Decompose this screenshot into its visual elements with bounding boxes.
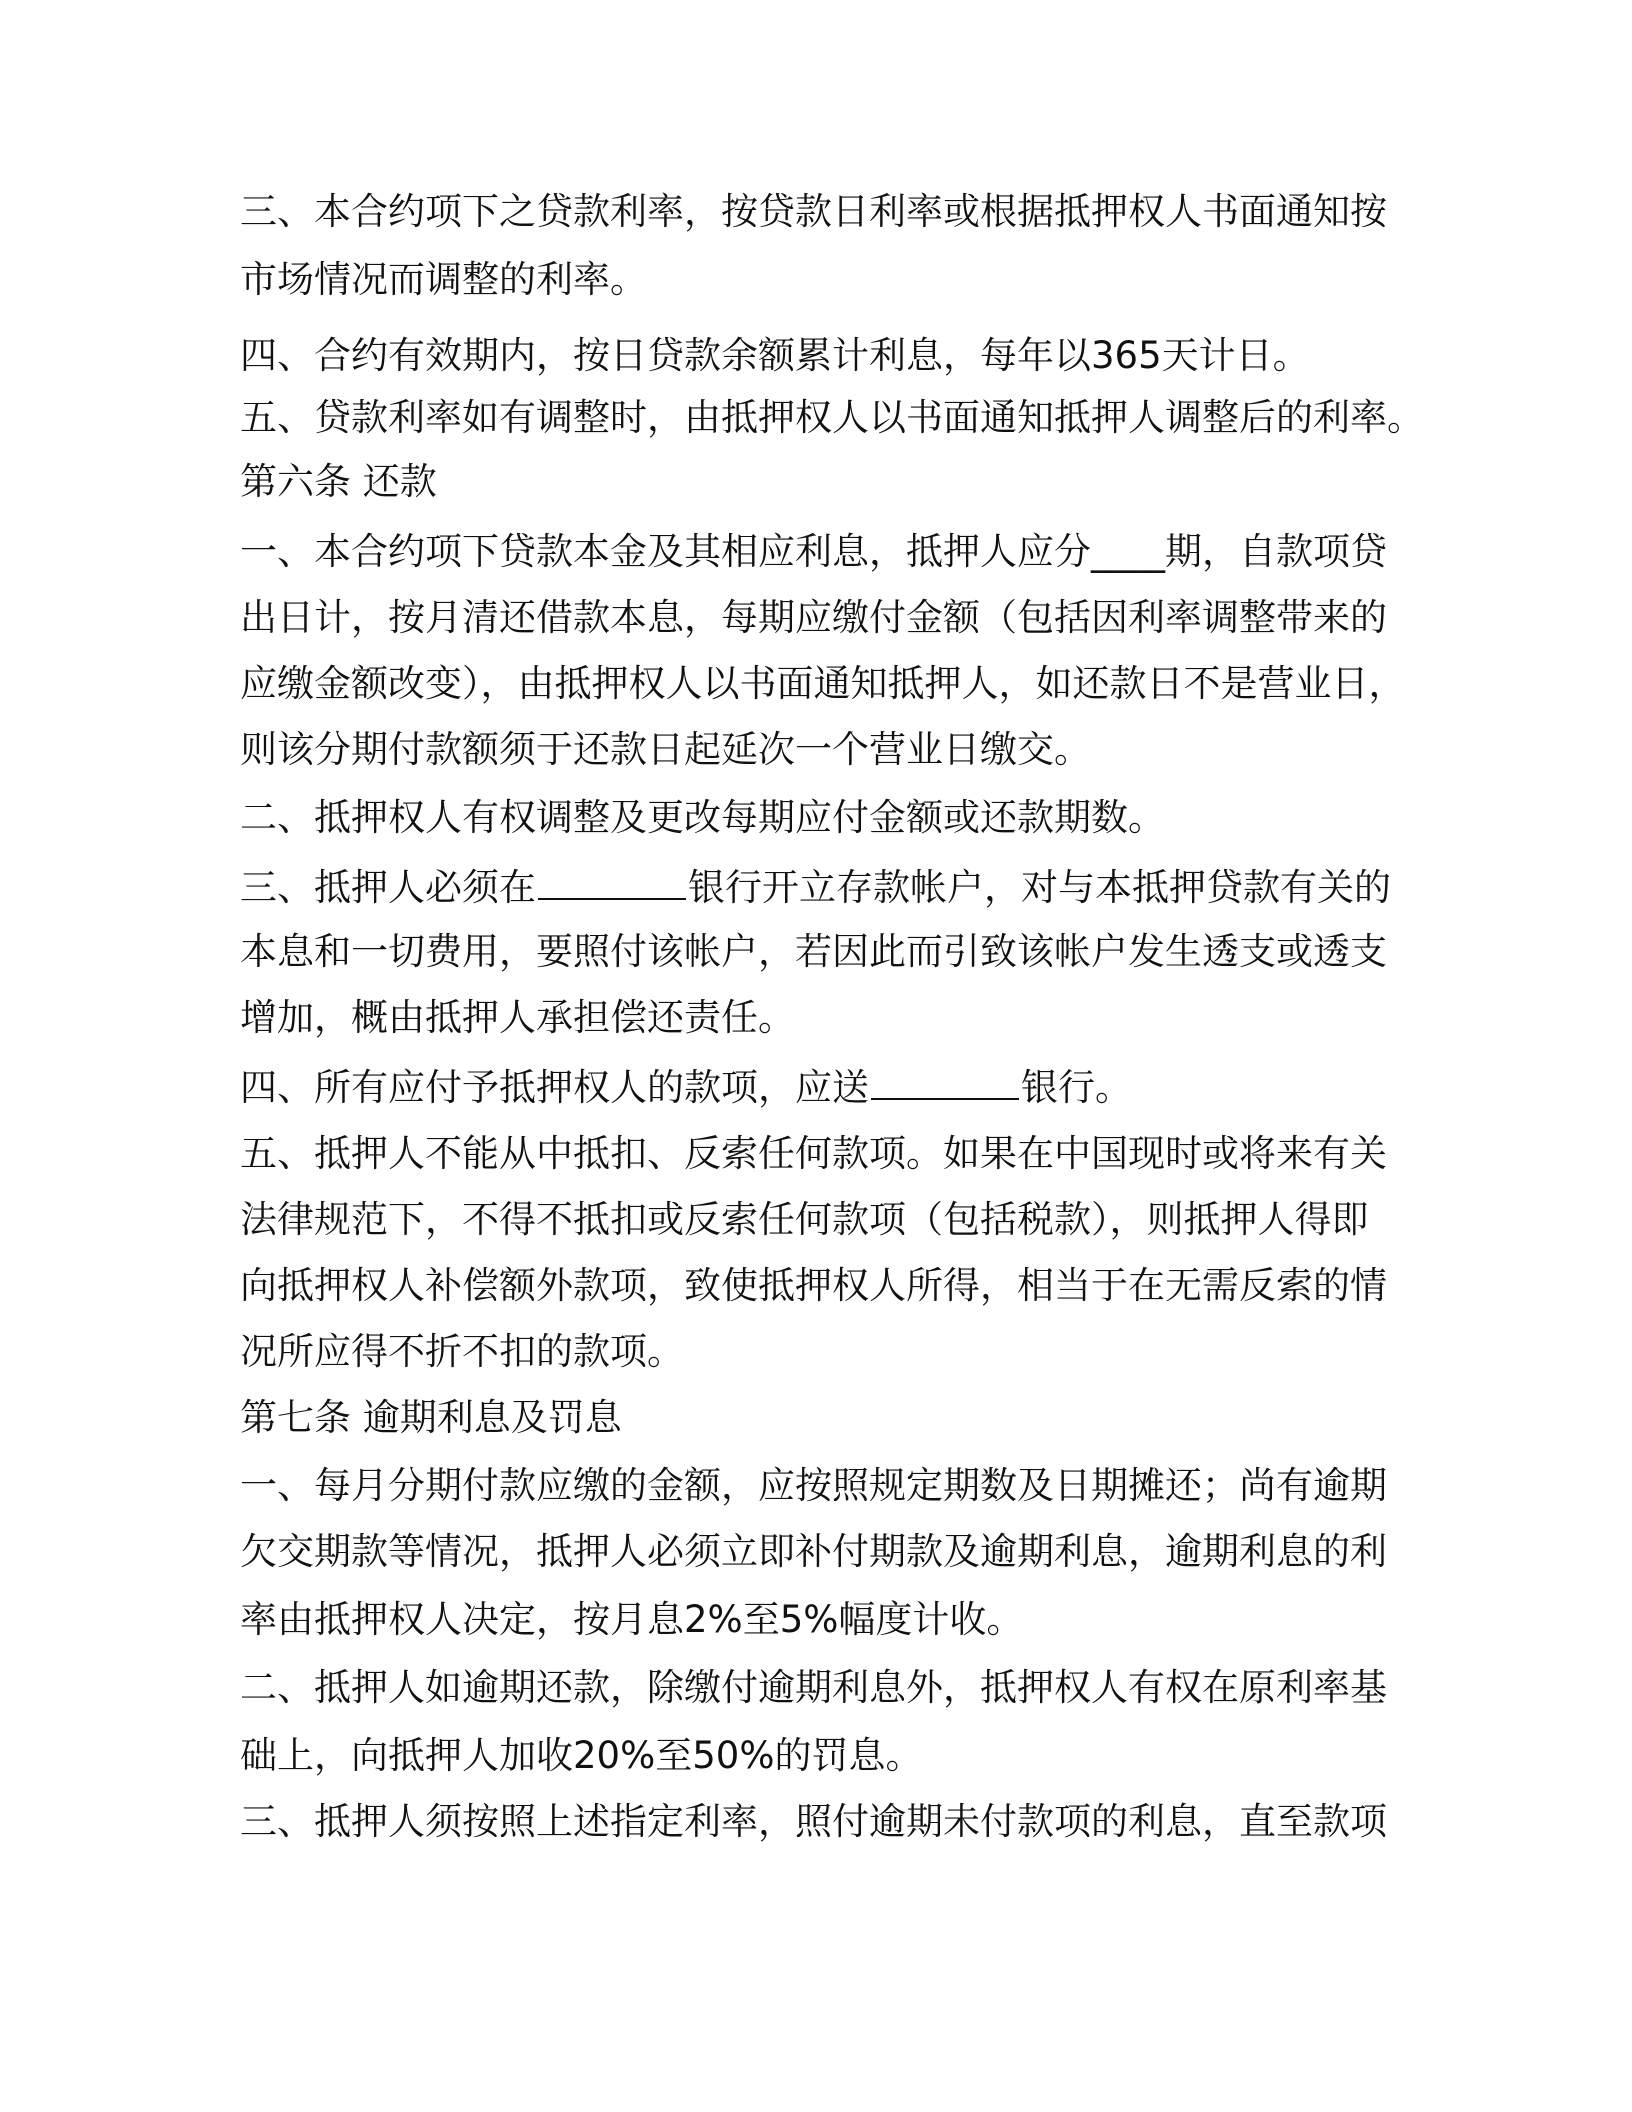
payment-clause-line: [240, 1062, 1132, 1112]
text-line: 五、抵押人不能从中抵扣、反索任何款项。如果在中国现时或将来有关: [240, 1132, 1387, 1175]
bank-name-blank: [538, 862, 686, 900]
text-line: 四、合约有效期内，按日贷款余额累计利息，每年以365天计日。: [240, 334, 1310, 377]
text-line: 一、本合约项下贷款本金及其相应利息，抵押人应分____期，自款项贷: [240, 530, 1387, 573]
text-line: 则该分期付款额须于还款日起延次一个营业日缴交。: [240, 728, 1091, 771]
text-line: 二、抵押权人有权调整及更改每期应付金额或还款期数。: [240, 796, 1165, 839]
account-clause-start: 三、抵押人必须在: [240, 866, 536, 909]
text-line: 增加，概由抵押人承担偿还责任。: [240, 996, 795, 1039]
text-line: 欠交期款等情况，抵押人必须立即补付期款及逾期利息，逾期利息的利: [240, 1530, 1387, 1573]
text-line: 三、本合约项下之贷款利率，按贷款日利率或根据抵押权人书面通知按: [240, 190, 1387, 233]
text-line: 向抵押权人补偿额外款项，致使抵押权人所得，相当于在无需反索的情: [240, 1264, 1387, 1307]
text-line: 三、抵押人须按照上述指定利率，照付逾期未付款项的利息，直至款项: [240, 1800, 1387, 1843]
payment-bank-blank: [871, 1062, 1019, 1100]
text-line: 五、贷款利率如有调整时，由抵押权人以书面通知抵押人调整后的利率。: [240, 396, 1424, 439]
text-line: 本息和一切费用，要照付该帐户，若因此而引致该帐户发生透支或透支: [240, 930, 1387, 973]
text-line: 率由抵押权人决定，按月息2%至5%幅度计收。: [240, 1598, 1024, 1641]
account-clause-line: [240, 862, 1391, 912]
account-clause-end: 银行开立存款帐户，对与本抵押贷款有关的: [688, 866, 1391, 909]
text-line: 法律规范下，不得不抵扣或反索任何款项（包括税款），则抵押人得即: [240, 1198, 1369, 1241]
payment-clause-start: 四、所有应付予抵押权人的款项，应送: [240, 1066, 869, 1109]
text-line: 一、每月分期付款应缴的金额，应按照规定期数及日期摊还；尚有逾期: [240, 1464, 1387, 1507]
section-heading: 第七条 逾期利息及罚息: [240, 1396, 622, 1439]
text-line: 况所应得不折不扣的款项。: [240, 1330, 684, 1373]
text-line: 出日计，按月清还借款本息，每期应缴付金额（包括因利率调整带来的: [240, 596, 1387, 639]
section-heading: 第六条 还款: [240, 460, 437, 503]
text-line: 二、抵押人如逾期还款，除缴付逾期利息外，抵押权人有权在原利率基: [240, 1666, 1387, 1709]
text-line: 市场情况而调整的利率。: [240, 258, 647, 301]
payment-clause-end: 银行。: [1021, 1066, 1132, 1109]
text-line: 础上，向抵押人加收20%至50%的罚息。: [240, 1734, 923, 1777]
text-line: 应缴金额改变），由抵押权人以书面通知抵押人，如还款日不是营业日，: [240, 662, 1406, 705]
